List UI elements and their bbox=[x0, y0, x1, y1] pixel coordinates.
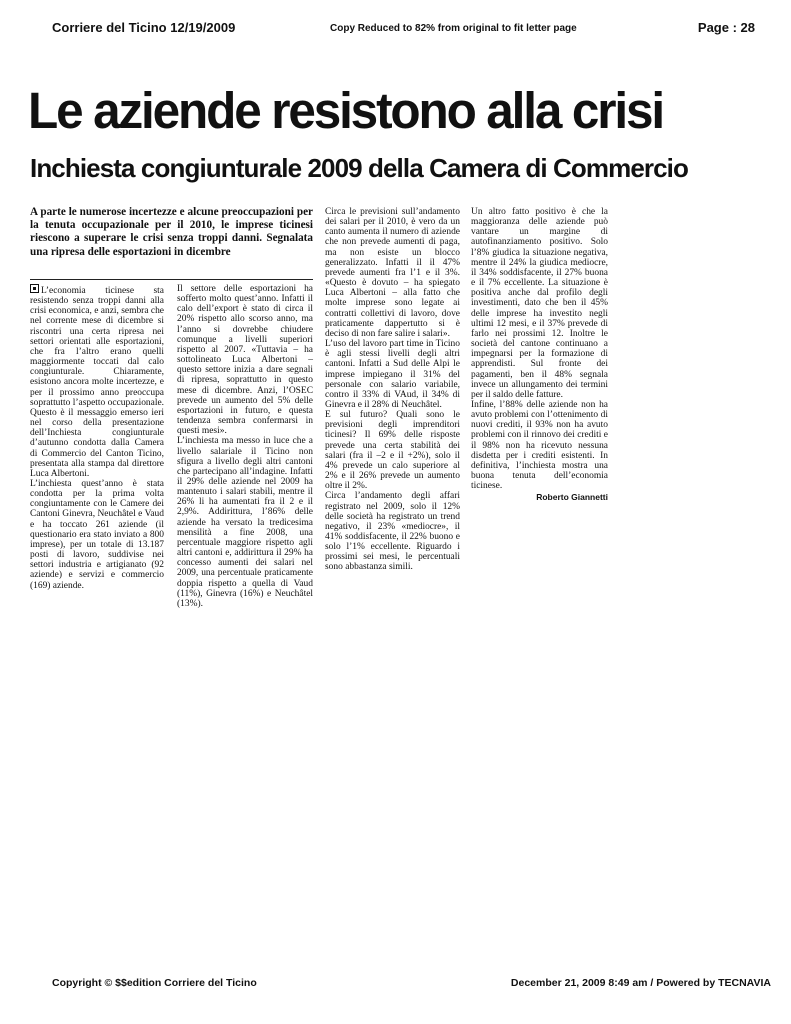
article-subtitle: Inchiesta congiunturale 2009 della Camera di Commercio bbox=[30, 153, 688, 183]
author-byline: Roberto Giannetti bbox=[536, 492, 608, 503]
article-column-4 bbox=[471, 207, 608, 503]
article-paragraph: L’uso del lavoro part time in Ticino è agli stessi livelli degli altri cantoni. Infatti a Sud delle Alpi le imprese impiegano il 31% del personale con salario variabile, contro il 33% di VAud, il 34% di Ginevra e il 28% di Neuchâtel. bbox=[325, 339, 460, 410]
article-paragraph: Circa l’andamento degli affari registrato nel 2009, solo il 12% delle società ha registrato un trend negativo, il 23% «mediocre», il 41% soddisfacente, il 22% buono e solo l’1% eccellente. Riguardo i prossimi sei mesi, le percentuali sono abbastanza simili. bbox=[325, 491, 460, 573]
article-column-3 bbox=[325, 207, 460, 573]
article-column-1 bbox=[30, 284, 164, 591]
article-paragraph: L’inchiesta ma messo in luce che a livello salariale il Ticino non sfigura a livello degli altri cantoni che partecipano all’indagine. Infatti il 29% delle aziende nel 2009 ha mantenuto i salari stabili, mentre il 26% li ha aumentati fra il 2 e il 2,9%. Addirittura, l’86% delle aziende ha versato la tredicesima mensilità a fine 2008, una percentuale maggiore rispetto agli altri cantoni e, addirittura il 29% ha concesso aumenti dei salari nel 2009, una percentuale praticamente doppia rispetto a quella di Vaud (11%), Ginevra (16%) e Neuchâtel (13%). bbox=[177, 436, 313, 609]
article-lead: A parte le numerose incertezze e alcune preoccupazioni per la tenuta occupazionale per il 2010, le imprese ticinesi riescono a superare le crisi senza troppi danni. Segnalata una ripresa delle esportazioni in dicembre bbox=[30, 206, 313, 258]
lead-divider bbox=[30, 279, 313, 280]
print-timestamp: December 21, 2009 8:49 am / Powered by TECNAVIA bbox=[510, 977, 771, 989]
article-paragraph: Circa le previsioni sull’andamento dei salari per il 2010, è vero da un canto aumenta il numero di aziende che non prevede aumenti di paga, ma non esiste un blocco generalizzato. Infatti il il 47% prevede aumenti fra l’1 e il 3%. «Questo è dovuto – ha spiegato Luca Albertoni – alla fatto che molte imprese sono legate ai contratti collettivi di lavoro, dove praticamente dappertutto si è deciso di non fare salire i salari». bbox=[325, 207, 460, 339]
copyright-notice: Copyright © $$edition Corriere del Ticino bbox=[52, 977, 257, 989]
article-paragraph: Infine, l’88% delle aziende non ha avuto problemi con l’ottenimento di nuovi crediti, il 93% non ha avuto problemi con il rinnovo dei crediti e il 98% non ha ricevuto nessuna disdetta per i crediti esistenti. In definitiva, l’inchiesta mostra una buona tenuta dell’economia ticinese. bbox=[471, 399, 608, 492]
page-number: Page : 28 bbox=[697, 20, 755, 35]
article-paragraph: L’economia ticinese sta resistendo senza troppi danni alla crisi economica, e anzi, sembra che nel corrente mese di dicembre si riscontri una certa ripresa nei settori orientati alle esportazioni, che fra l’altro erano quelli maggiormente toccati dal calo congiunturale. Chiaramente, esistono ancora molte incertezze, e per il prossimo anno preoccupa soprattutto l’aspetto occupazionale. Questo è il messaggio emerso ieri nel corso della presentazione dell’Inchiesta congiunturale d’autunno condotta dalla Camera di Commercio del Canton Ticino, presentata alla stampa dal direttore Luca Albertoni. bbox=[30, 286, 164, 479]
section-bullet-icon bbox=[30, 284, 39, 293]
article-title: Le aziende resistono alla crisi bbox=[28, 82, 663, 139]
article-paragraph: L’inchiesta quest’anno è stata condotta per la prima volta congiuntamente con le Camere dei Cantoni Ginevra, Neuchâtel e Vaud e ha toccato 261 aziende (il questionario era stato inviato a 800 imprese), per un totale di 13.187 posti di lavoro, suddivise nei settori industria e artigianato (92 aziende) e servizi e commercio (169) aziende. bbox=[30, 478, 164, 591]
article-paragraph: E sul futuro? Quali sono le previsioni degli imprenditori ticinesi? Il 69% delle risposte prevede una certa stabilità dei salari (fra il –2 e il +2%), solo il 4% prevede un calo superiore al 2% e il 26% prevede un aumento oltre il 2%. bbox=[325, 410, 460, 492]
article-paragraph: Un altro fatto positivo è che la maggioranza delle aziende può vantare un margine di autofinanziamento positivo. Solo l’8% giudica la situazione negativa, mentre il 24% la giudica mediocre, il 34% soddisfacente, il 27% buona e il 7% eccellente. La situazione è positiva anche dal profilo degli investimenti, dato che ben il 45% delle imprese ha investito negli ultimi 12 mesi, e il 37% prevede di farlo nei prossimi 12. Inoltre le società del cantone continuano a impegnarsi per la formazione di apprendisti. Sul fronte dei pagamenti, ben il 48% segnala invece un allungamento dei termini per il saldo delle fatture. bbox=[471, 207, 608, 400]
article-column-2 bbox=[177, 284, 313, 609]
copy-reduction-note: Copy Reduced to 82% from original to fit letter page bbox=[330, 23, 577, 34]
article-paragraph: Il settore delle esportazioni ha sofferto molto quest’anno. Infatti il calo dell’export è stato di circa il 20% rispetto allo scorso anno, ma l’anno si dovrebbe chiudere comunque a livelli superiori rispetto al 2007. «Tuttavia – ha sottolineato Luca Albertoni – questo settore inizia a dare segnali di ripresa, soprattutto in questo mese di dicembre. Anzi, l’OSEC prevede un aumento del 5% delle esportazioni in futuro, e questa tendenza sembra confermarsi in questi mesi». bbox=[177, 284, 313, 437]
source-date: Corriere del Ticino 12/19/2009 bbox=[52, 20, 236, 35]
